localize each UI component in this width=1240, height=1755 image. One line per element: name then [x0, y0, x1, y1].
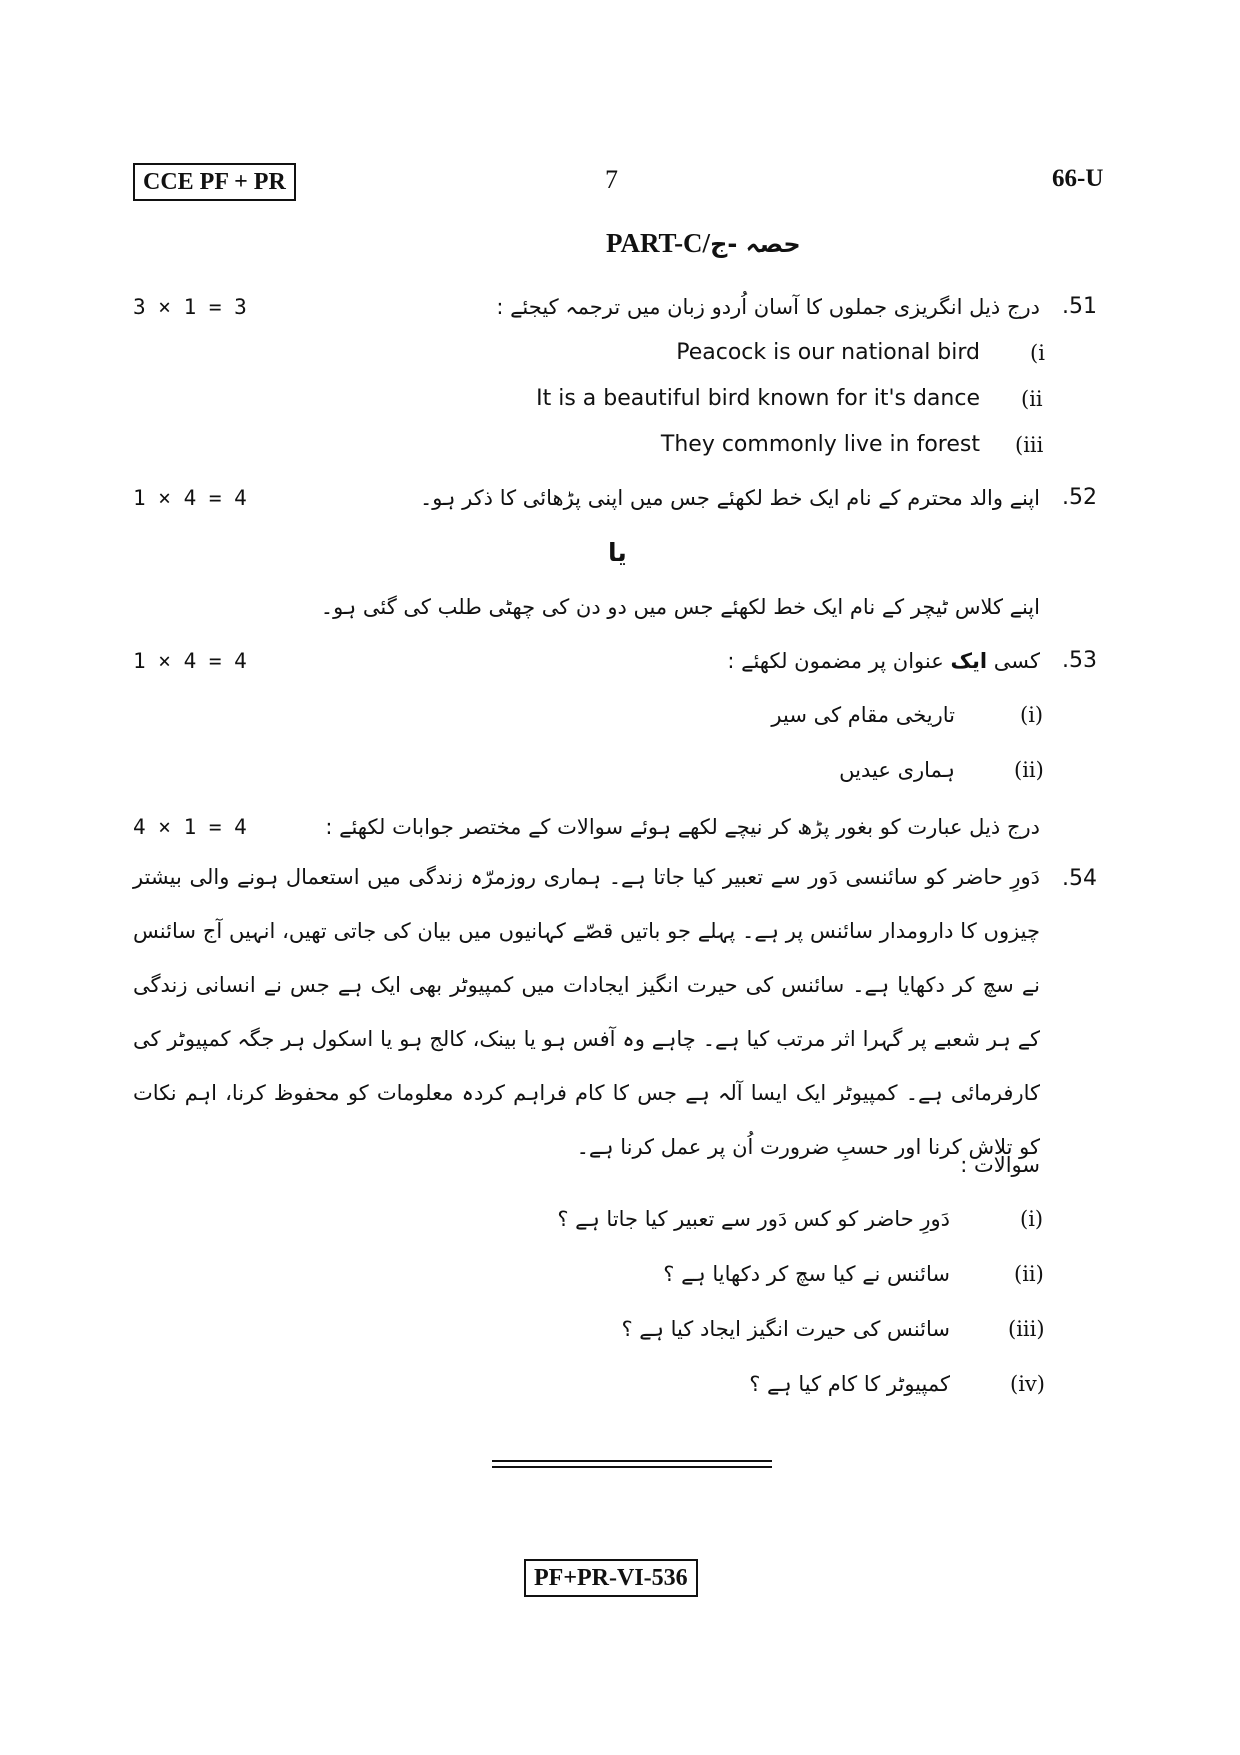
q52-number: .52 [1062, 485, 1097, 510]
part-title-urdu: حصہ -ج [710, 230, 801, 258]
q51-instruction: درج ذیل انگریزی جملوں کا آسان اُردو زبان میں ترجمہ کیجئے : [496, 295, 1040, 319]
q53-item-2-label: (ii) [1014, 758, 1044, 782]
q51-item-1-label: (i [1030, 341, 1045, 365]
q53-marks: 1 × 4 = 4 [133, 649, 247, 673]
paper-code: 66-U [1052, 165, 1104, 192]
part-title [606, 228, 801, 259]
q51-marks: 3 × 1 = 3 [133, 295, 247, 319]
q51-item-2-text: It is a beautiful bird known for it's dance [536, 386, 980, 411]
q54-instruction: درج ذیل عبارت کو بغور پڑھ کر نیچے لکھے ہوئے سوالات کے مختصر جوابات لکھئے : [325, 815, 1040, 839]
page-number: 7 [605, 165, 618, 194]
q51-item-3-label: (iii [1015, 433, 1044, 457]
q53-text-bold: ایک [950, 649, 988, 673]
q53-number: .53 [1062, 648, 1097, 673]
q54-question-1-text: دَورِ حاضر کو کس دَور سے تعبیر کیا جاتا ہے ؟ [557, 1207, 950, 1231]
q54-question-3-label: (iii) [1008, 1317, 1045, 1341]
q54-passage: دَورِ حاضر کو سائنسی دَور سے تعبیر کیا جاتا ہے۔ ہماری روزمرّہ زندگی میں استعمال ہونے والی بیشتر چیزوں کا دارومدار سائنس پر ہے۔ پہلے جو باتیں قصّے کہانیوں میں بیان کی جاتی تھیں، انہیں آج سائنس نے سچ کر دکھایا ہے۔ سائنس کی حیرت انگیز ایجادات میں کمپیوٹر بھی ایک ہے جس نے انسانی زندگی کے ہر شعبے پر گہرا اثر مرتب کیا ہے۔ چاہے وہ آفس ہو یا بینک، کالج ہو یا اسکول ہر جگہ کمپیوٹر کی کارفرمائی ہے۔ کمپیوٹر ایک ایسا آلہ ہے جس کا کام فراہم کردہ معلومات کو محفوظ کرنا، اہم نکات کو تلاش کرنا اور حسبِ ضرورت اُن پر عمل کرنا ہے۔ [133, 865, 1040, 1159]
q53-text [727, 646, 1040, 676]
part-title-english: PART-C/ [606, 228, 711, 258]
footer-code-box: PF+PR-VI-536 [524, 1559, 698, 1597]
q54-question-4-text: کمپیوٹر کا کام کیا ہے ؟ [749, 1372, 950, 1396]
q54-question-3-text: سائنس کی حیرت انگیز ایجاد کیا ہے ؟ [621, 1317, 950, 1341]
q52-marks: 1 × 4 = 4 [133, 486, 247, 510]
q53-text-pre: کسی [993, 649, 1040, 673]
q51-item-1-text: Peacock is our national bird [676, 340, 980, 365]
q53-item-1-text: تاریخی مقام کی سیر [771, 703, 955, 727]
end-rule-bottom [492, 1466, 772, 1468]
header-left-box: CCE PF + PR [133, 163, 296, 201]
q54-question-1-label: (i) [1020, 1207, 1044, 1231]
q51-number: .51 [1062, 294, 1097, 319]
q54-question-2-label: (ii) [1014, 1262, 1044, 1286]
q51-item-2-label: (ii [1021, 387, 1043, 411]
q53-item-1-label: (i) [1020, 703, 1044, 727]
q54-question-2-text: سائنس نے کیا سچ کر دکھایا ہے ؟ [663, 1262, 950, 1286]
q54-questions-heading: سوالات : [960, 1153, 1040, 1177]
q52-alt-text: اپنے کلاس ٹیچر کے نام ایک خط لکھئے جس میں دو دن کی چھٹی طلب کی گئی ہو۔ [320, 595, 1040, 619]
q54-number: .54 [1062, 866, 1097, 891]
q52-or: یا [608, 538, 627, 567]
q54-marks: 4 × 1 = 4 [133, 815, 247, 839]
q51-item-3-text: They commonly live in forest [660, 432, 980, 457]
q53-text-post: عنوان پر مضمون لکھئے : [727, 649, 944, 673]
q53-item-2-text: ہماری عیدیں [839, 758, 955, 782]
q54-question-4-label: (iv) [1010, 1372, 1045, 1396]
end-rule-top [492, 1460, 772, 1462]
q52-text: اپنے والد محترم کے نام ایک خط لکھئے جس میں اپنی پڑھائی کا ذکر ہو۔ [419, 486, 1040, 510]
